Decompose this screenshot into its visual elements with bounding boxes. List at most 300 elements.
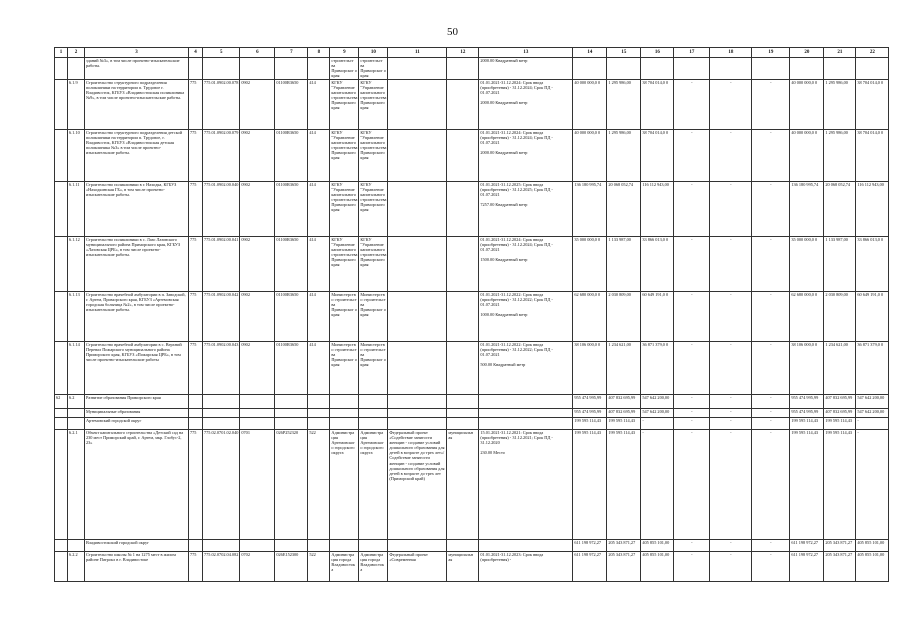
table-cell: 407 832 695,99 [607, 395, 641, 409]
table-cell: - [710, 182, 752, 237]
table-cell: 775.01.0902.00.042 [203, 292, 240, 342]
table-cell: 0902 [240, 237, 275, 292]
table-cell: 775.01.0902.00.078 [203, 80, 240, 130]
table-cell: 611 198 972,27 [573, 540, 607, 552]
table-cell: 775 [189, 292, 203, 342]
table-cell: - [752, 80, 790, 130]
table-cell: 407 832 695,99 [607, 409, 641, 418]
table-cell [203, 418, 240, 430]
table-cell [55, 552, 68, 582]
table-cell: строительст ва Приморског о края [359, 58, 388, 80]
header-cell: 5 [203, 48, 240, 58]
table-cell: 15.01.2021-31.12.2021: Срок ввода (приобретения) - 31.12.2021; Срок ПД - 31.12.2020 230.00 Место [479, 430, 573, 540]
header-cell: 3 [85, 48, 189, 58]
table-cell: 199 595 114,43 [790, 430, 824, 540]
table-cell: 199 595 114,43 [824, 418, 856, 430]
table-cell: 40 000 000,0 0 [790, 80, 824, 130]
table-cell: 2 030 809,00 [607, 292, 641, 342]
table-cell: 414 [308, 130, 330, 182]
table-cell [447, 342, 479, 395]
table-cell: - [674, 430, 710, 540]
table-cell: КГКУ "Управление капитального строительства Приморского края [330, 237, 359, 292]
table-cell: Артемовский городской округ [85, 418, 189, 430]
header-cell: 17 [674, 48, 710, 58]
table-cell: - [752, 552, 790, 582]
table-cell [447, 395, 479, 409]
table-cell [55, 342, 68, 395]
table-row [55, 130, 889, 182]
table-cell [479, 395, 573, 409]
table-cell: 33 866 013,0 0 [641, 237, 674, 292]
table-cell: - [710, 409, 752, 418]
table-cell [388, 80, 447, 130]
table-cell: 38 704 014,0 0 [856, 130, 889, 182]
table-cell: 199 595 114,43 [824, 430, 856, 540]
table-cell: Министерств о строительст ва Приморског о края [359, 342, 388, 395]
table-cell: - [752, 409, 790, 418]
table-cell: Строительство школы № 1 на 1275 мест в жилом районе Патрокл в г. Владивостоке [85, 552, 189, 582]
header-cell: 7 [275, 48, 308, 58]
table-cell: 36 871 379,0 0 [856, 342, 889, 395]
table-cell: 611 198 972,27 [790, 540, 824, 552]
table-cell: 547 642 200,00 [641, 395, 674, 409]
table-cell: 2 030 809,00 [824, 292, 856, 342]
header-cell: 13 [479, 48, 573, 58]
table-cell: 0902 [240, 80, 275, 130]
table-cell: 205 343 871,27 [607, 540, 641, 552]
table-cell [275, 540, 308, 552]
table-cell: Строительство поликлиники в с. Лазо Лазовского муниципального района Приморского края, КГБУЗ «Лазовская ЦРБ», в том числе проектно-изыскательские работы. [85, 237, 189, 292]
table-row [55, 395, 889, 409]
table-row [55, 237, 889, 292]
table-cell: Администра ция Артемовског о городского округа [359, 430, 388, 540]
header-cell: 2 [68, 48, 85, 58]
table-cell [308, 395, 330, 409]
table-cell: - [752, 292, 790, 342]
table-cell [359, 418, 388, 430]
table-cell: 36 871 379,0 0 [641, 342, 674, 395]
table-cell: 116 112 943,00 [856, 182, 889, 237]
table-cell: 35 000 000,0 0 [573, 237, 607, 292]
table-cell: 01100R3650 [275, 182, 308, 237]
table-cell: зданий №3», в том числе проектно-изыскательские работы. [85, 58, 189, 80]
table-cell: - [752, 418, 790, 430]
header-cell: 10 [359, 48, 388, 58]
table-cell: 01.01.2021-31.12.2023: Срок ввода (приобретения) - [479, 552, 573, 582]
table-cell [447, 409, 479, 418]
table-cell: 0702 [240, 552, 275, 582]
table-cell: - [674, 409, 710, 418]
table-cell [189, 540, 203, 552]
header-cell: 22 [856, 48, 889, 58]
table-cell [447, 292, 479, 342]
header-cell: 21 [824, 48, 856, 58]
table-cell: 01100R3650 [275, 342, 308, 395]
table-cell: - [710, 130, 752, 182]
table-cell: 547 642 200,00 [856, 409, 889, 418]
table-cell: - [674, 237, 710, 292]
table-cell: 775 [189, 430, 203, 540]
table-cell [388, 418, 447, 430]
table-cell [203, 58, 240, 80]
table-cell: - [710, 430, 752, 540]
table-cell [240, 540, 275, 552]
table-cell [447, 130, 479, 182]
table-cell: 01.01.2021-31.12.2025: Срок ввода (приобретения) - 31.12.2025; Срок ПД - 01.07.2021 7257.00 Квадратный метр [479, 182, 573, 237]
table-cell: 2000.00 Квадратный метр [479, 58, 573, 80]
header-row [55, 48, 889, 58]
table-cell [55, 182, 68, 237]
table-cell [330, 395, 359, 409]
table-cell: 0902 [240, 182, 275, 237]
table-cell [55, 409, 68, 418]
table-cell [388, 58, 447, 80]
table-cell: 6.2.2 [68, 552, 85, 582]
table-cell: 01.01.2021-31.12.2024: Срок ввода (приобретения) - 31.12.2024; Срок ПД - 01.07.2021 2000.00 Квадратный метр [479, 80, 573, 130]
table-cell [388, 237, 447, 292]
investment-table [54, 47, 889, 582]
table-cell [447, 80, 479, 130]
table-cell [240, 409, 275, 418]
table-cell: 01100R3650 [275, 237, 308, 292]
table-cell: КГКУ "Управление капитального строительства Приморского края [330, 80, 359, 130]
table-cell: - [674, 130, 710, 182]
table-cell: - [710, 395, 752, 409]
table-cell [359, 540, 388, 552]
table-row [55, 540, 889, 552]
table-cell [55, 292, 68, 342]
table-cell: 522 [308, 430, 330, 540]
table-cell: 775.02.0702.04.082 [203, 552, 240, 582]
header-cell: 15 [607, 48, 641, 58]
table-cell: - [674, 80, 710, 130]
table-cell [308, 409, 330, 418]
table-cell: 205 343 871,27 [607, 552, 641, 582]
table-cell [330, 418, 359, 430]
table-cell: Строительство структурного подразделения поликлиники на территории п. Трудовое г. Владивосток, КГБУЗ «Владивостокская поликлиника №9», в том числе проектно-изыскательские работы. [85, 80, 189, 130]
table-cell: 775 [189, 182, 203, 237]
table-cell: строительст ва Приморског о края [330, 58, 359, 80]
table-cell [388, 540, 447, 552]
table-row [55, 80, 889, 130]
table-cell: - [641, 430, 674, 540]
header-cell: 14 [573, 48, 607, 58]
table-cell [68, 58, 85, 80]
table-cell: 414 [308, 237, 330, 292]
table-cell: 775 [189, 342, 203, 395]
table-cell: 0902 [240, 292, 275, 342]
table-cell: 775 [189, 80, 203, 130]
table-cell: - [752, 430, 790, 540]
table-cell: 01100R3650 [275, 80, 308, 130]
table-cell: 136 180 995,74 [790, 182, 824, 237]
table-cell: 62 [55, 395, 68, 409]
table-cell [55, 237, 68, 292]
table-cell: - [674, 292, 710, 342]
table-cell: 775 [189, 237, 203, 292]
table-cell [479, 409, 573, 418]
table-cell: - [752, 237, 790, 292]
table-cell: 01100R3650 [275, 292, 308, 342]
table-cell: Владивостокский городской округ [85, 540, 189, 552]
table-cell: 1 133 987,00 [824, 237, 856, 292]
table-cell: 547 642 200,00 [856, 395, 889, 409]
table-cell: 405 855 101,00 [856, 552, 889, 582]
table-cell: Строительство врачебной амбулатории в п. Заводской, г. Артем, Приморского края, КГБУЗ «Артемовская городская больница №2», в том числе проектно-изыскательские работы. [85, 292, 189, 342]
table-cell: 38 704 014,0 0 [856, 80, 889, 130]
table-cell [674, 58, 710, 80]
table-cell: - [856, 430, 889, 540]
header-cell: 11 [388, 48, 447, 58]
table-cell: Строительство врачебной амбулатории в с. Верхний Перевал Пожарского муниципального района Приморского края, КГБУЗ «Пожарская ЦРБ», в том числе проектно-изыскательские работы [85, 342, 189, 395]
table-cell: - [710, 540, 752, 552]
table-cell: - [710, 552, 752, 582]
table-cell: 205 343 871,27 [824, 552, 856, 582]
table-cell: 1 295 986,00 [607, 80, 641, 130]
header-cell: 18 [710, 48, 752, 58]
table-cell: 40 000 000,0 0 [573, 80, 607, 130]
table-cell: 955 474 995,99 [790, 409, 824, 418]
table-cell: 405 855 101,00 [641, 540, 674, 552]
table-cell: - [856, 418, 889, 430]
table-cell [240, 418, 275, 430]
table-row [55, 58, 889, 80]
table-cell: Администра ция Артемовског о городского округа [330, 430, 359, 540]
table-cell [359, 409, 388, 418]
table-cell: КГКУ "Управление капитального строительства Приморского края [359, 182, 388, 237]
page-number: 50 [447, 26, 458, 38]
table-cell: 0701 [240, 430, 275, 540]
table-cell: 0902 [240, 342, 275, 395]
table-cell [275, 418, 308, 430]
header-cell: 16 [641, 48, 674, 58]
table-cell [388, 292, 447, 342]
table-cell: - [752, 182, 790, 237]
header-cell: 6 [240, 48, 275, 58]
table-cell [308, 58, 330, 80]
table-cell [240, 395, 275, 409]
table-cell: КГКУ "Управление капитального строительства Приморского края [330, 182, 359, 237]
table-cell: 01.01.2021-31.12.2024: Срок ввода (приобретения) - 31.12.2024; Срок ПД - 01.07.2021 2000.00 Квадратный метр [479, 130, 573, 182]
table-cell: 775.01.0902.00.040 [203, 182, 240, 237]
table-cell [330, 409, 359, 418]
table-cell: - [674, 540, 710, 552]
table-cell: 522 [308, 552, 330, 582]
table-cell [189, 418, 203, 430]
table-row [55, 182, 889, 237]
table-cell: 026P252320 [275, 430, 308, 540]
table-cell: Министерств о строительст ва Приморског о края [330, 292, 359, 342]
table-cell [203, 409, 240, 418]
table-cell: 62 680 000,0 0 [790, 292, 824, 342]
table-cell [359, 395, 388, 409]
table-cell: 1 234 621,00 [607, 342, 641, 395]
table-cell: 414 [308, 182, 330, 237]
table-cell: 026E152300 [275, 552, 308, 582]
header-cell: 19 [752, 48, 790, 58]
table-cell: 33 866 013,0 0 [856, 237, 889, 292]
table-cell: 611 198 972,27 [573, 552, 607, 582]
table-cell: 199 595 114,43 [607, 418, 641, 430]
table-cell: 40 000 000,0 0 [790, 130, 824, 182]
table-cell: 414 [308, 292, 330, 342]
table-cell: муниципальн ая [447, 430, 479, 540]
table-cell [710, 58, 752, 80]
table-cell [447, 540, 479, 552]
header-cell: 12 [447, 48, 479, 58]
table-cell [824, 58, 856, 80]
table-cell: 6.1.11 [68, 182, 85, 237]
table-cell: 60 649 191,0 0 [641, 292, 674, 342]
table-row [55, 430, 889, 540]
table-cell: - [710, 80, 752, 130]
table-cell: 775 [189, 130, 203, 182]
table-cell: Администра ция города Владивосток а [330, 552, 359, 582]
table-cell: Строительство поликлиники в г. Находка, КГБУЗ «Находкинская ГБ», в том числе проектно-изыскательские работы. [85, 182, 189, 237]
table-cell: 1 295 986,00 [607, 130, 641, 182]
table-cell: 01100R3650 [275, 130, 308, 182]
table-cell [752, 58, 790, 80]
table-cell [68, 409, 85, 418]
table-row [55, 342, 889, 395]
table-cell [68, 418, 85, 430]
table-cell [275, 395, 308, 409]
table-cell: 407 832 695,99 [824, 409, 856, 418]
table-cell [68, 540, 85, 552]
table-cell: 38 106 000,0 0 [573, 342, 607, 395]
table-cell: 01.01.2021-31.12.2024: Срок ввода (приобретения) - 31.12.2024; Срок ПД - 01.07.2021 1500.00 Квадратный метр [479, 237, 573, 292]
table-cell: 405 855 101,00 [641, 552, 674, 582]
table-cell: 611 198 972,27 [790, 552, 824, 582]
table-cell: 199 595 114,43 [573, 430, 607, 540]
table-cell: - [674, 552, 710, 582]
table-cell: 35 000 000,0 0 [790, 237, 824, 292]
table-cell: - [710, 418, 752, 430]
header-cell: 20 [790, 48, 824, 58]
table-cell: 0902 [240, 130, 275, 182]
table-cell [55, 430, 68, 540]
table-cell: - [752, 130, 790, 182]
table-cell: 1 133 987,00 [607, 237, 641, 292]
table-cell: муниципальн ая [447, 552, 479, 582]
table-cell [203, 395, 240, 409]
table-cell [308, 540, 330, 552]
table-cell [189, 409, 203, 418]
table-cell: 775.02.0701.02.040 [203, 430, 240, 540]
table-cell: 38 106 000,0 0 [790, 342, 824, 395]
table-cell: 6.2.1 [68, 430, 85, 540]
table-row [55, 292, 889, 342]
table-cell [447, 418, 479, 430]
table-cell: 01.01.2021-31.12.2022: Срок ввода (приобретения) - 31.12.2022; Срок ПД - 01.07.2021 500.00 Квадратный метр [479, 342, 573, 395]
table-cell: 205 343 871,27 [824, 540, 856, 552]
table-cell [479, 418, 573, 430]
header-cell: 1 [55, 48, 68, 58]
table-cell: 20 068 052,74 [607, 182, 641, 237]
table-cell: 38 704 014,0 0 [641, 80, 674, 130]
table-cell: 199 595 114,43 [790, 418, 824, 430]
table-cell: 136 180 995,74 [573, 182, 607, 237]
table-cell [388, 409, 447, 418]
table-cell [189, 395, 203, 409]
table-cell: 1 295 986,00 [824, 80, 856, 130]
table-cell: - [752, 342, 790, 395]
table-cell [856, 58, 889, 80]
table-cell: 405 855 101,00 [856, 540, 889, 552]
table-cell: 775.01.0902.00.079 [203, 130, 240, 182]
table-cell: - [710, 292, 752, 342]
table-cell: - [674, 395, 710, 409]
table-cell [189, 58, 203, 80]
table-cell [479, 540, 573, 552]
table-cell: Муниципальные образования [85, 409, 189, 418]
table-cell: 6.1.13 [68, 292, 85, 342]
table-cell: 116 112 943,00 [641, 182, 674, 237]
table-cell: Министерств о строительст ва Приморског о края [330, 342, 359, 395]
table-cell [275, 409, 308, 418]
table-cell: 62 680 000,0 0 [573, 292, 607, 342]
table-cell: КГКУ "Управление капитального строительства Приморского края [330, 130, 359, 182]
table-cell [55, 418, 68, 430]
table-cell: - [674, 342, 710, 395]
table-cell: - [710, 237, 752, 292]
table-cell: 6.1.10 [68, 130, 85, 182]
table-cell: - [710, 342, 752, 395]
table-cell [308, 418, 330, 430]
table-cell: 414 [308, 80, 330, 130]
table-cell: 955 474 995,99 [573, 395, 607, 409]
table-cell [388, 182, 447, 237]
table-cell [388, 342, 447, 395]
table-cell: 01.01.2021-31.12.2022: Срок ввода (приобретения) - 31.12.2022; Срок ПД - 01.07.2021 1000.00 Квадратный метр [479, 292, 573, 342]
table-cell [55, 130, 68, 182]
table-cell: КГКУ "Управление капитального строительства Приморского края [359, 237, 388, 292]
header-cell: 9 [330, 48, 359, 58]
table-cell: КГКУ "Управление капитального строительства Приморского края [359, 80, 388, 130]
table-cell: 40 000 000,0 0 [573, 130, 607, 182]
table-cell [330, 540, 359, 552]
table-cell: 1 295 986,00 [824, 130, 856, 182]
table-cell: 6.1.14 [68, 342, 85, 395]
table-cell: Строительство структурного подразделения детской поликлиники на территории п. Трудовое, г. Владивосток, КГБУЗ «Владивостокская детская поликлиника №3» в том числе проектно-изыскательские работы. [85, 130, 189, 182]
table-cell: - [674, 418, 710, 430]
table-cell [203, 540, 240, 552]
table-cell: 775 [189, 552, 203, 582]
table-cell: 38 704 014,0 0 [641, 130, 674, 182]
table-cell: 199 595 114,43 [607, 430, 641, 540]
table-cell: 6.2 [68, 395, 85, 409]
table-cell: - [752, 540, 790, 552]
table-cell: 199 595 114,43 [573, 418, 607, 430]
table-row [55, 418, 889, 430]
table-cell [447, 182, 479, 237]
table-row [55, 552, 889, 582]
table-cell: Объект капитального строительства «Детский сад на 230 мест Приморский край, г. Артем, мкр. Глобус-2, 23» [85, 430, 189, 540]
table-cell: 775.01.0902.00.043 [203, 342, 240, 395]
table-cell [573, 58, 607, 80]
table-cell: - [752, 395, 790, 409]
table-row [55, 409, 889, 418]
table-cell [55, 58, 68, 80]
table-cell: Федеральный проект «Современная [388, 552, 447, 582]
table-cell: 60 649 191,0 0 [856, 292, 889, 342]
table-cell [55, 540, 68, 552]
table-cell: 6.1.9 [68, 80, 85, 130]
table-cell: - [674, 182, 710, 237]
table-cell [275, 58, 308, 80]
table-cell: 407 832 695,99 [824, 395, 856, 409]
table-cell [447, 58, 479, 80]
